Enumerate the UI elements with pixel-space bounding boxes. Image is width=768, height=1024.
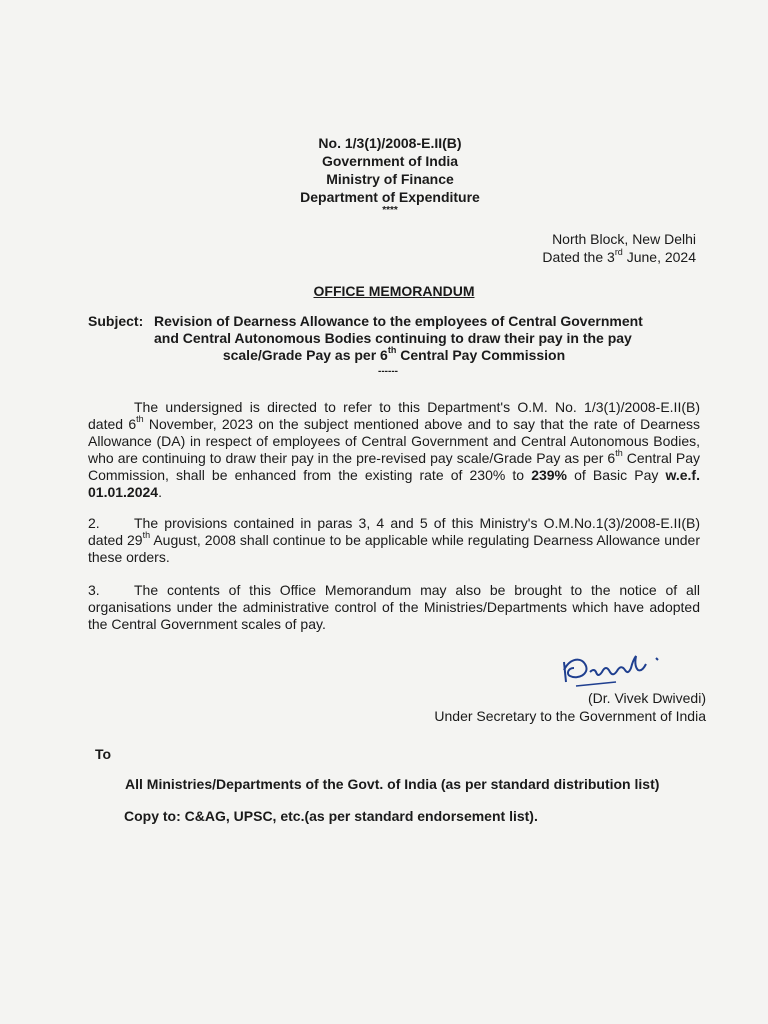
subject-line-2: and Central Autonomous Bodies continuing to draw their pay in the pay bbox=[154, 330, 632, 346]
om-number: No. 1/3(1)/2008-E.II(B) bbox=[318, 135, 462, 151]
signature-block bbox=[434, 689, 706, 725]
p2-number: 2. bbox=[88, 515, 100, 531]
p1-text-a: The undersigned is directed to refer to this Department's O.M. No. 1/3(1)/2008-E.II(B) dated 6 bbox=[88, 399, 700, 432]
place-date bbox=[542, 230, 696, 266]
subject-text bbox=[154, 313, 694, 364]
p3-number: 3. bbox=[88, 582, 100, 598]
p1-rate: 239% bbox=[531, 467, 568, 483]
p1-sup-2: th bbox=[615, 448, 623, 459]
to-label: To bbox=[95, 746, 112, 762]
signatory-name: (Dr. Vivek Dwivedi) bbox=[588, 690, 706, 706]
date-prefix: Dated the 3 bbox=[542, 249, 615, 265]
signatory-designation: Under Secretary to the Government of India bbox=[434, 708, 706, 724]
p2-sup: th bbox=[142, 530, 151, 541]
handwritten-signature bbox=[556, 648, 686, 692]
subject-dashes: ------ bbox=[378, 366, 398, 377]
department-name: Department of Expenditure bbox=[300, 189, 480, 205]
p2-text-a: The provisions contained in paras 3, 4 and 5 of this Ministry's O.M.No.1(3)/2008-E.II(B) dated 29 bbox=[88, 515, 700, 548]
subject-line-3-prefix: scale/Grade Pay as per 6 bbox=[222, 347, 388, 363]
subject-label: Subject: bbox=[88, 313, 144, 329]
copy-to: Copy to: C&AG, UPSC, etc.(as per standard endorsement list). bbox=[124, 808, 538, 824]
p1-wef: w.e.f. 01.01.2024 bbox=[88, 467, 700, 500]
p1-end: . bbox=[158, 484, 162, 500]
paragraph-3 bbox=[88, 582, 700, 633]
header-stars: **** bbox=[382, 205, 398, 216]
p1-text-b: November, 2023 on the subject mentioned above and to say that the rate of Dearness Allowance (DA) in respect of employees of Central Government and Central Autonomous Bodies, who are continuing to draw their pay in the pre-revised pay scale/Grade Pay as per 6 bbox=[88, 416, 700, 466]
date-sup: rd bbox=[614, 247, 623, 258]
p1-text-c: Central Pay Commission, shall be enhanced from the existing rate of 230% to bbox=[88, 450, 700, 483]
date-line bbox=[542, 248, 696, 266]
paragraph-2 bbox=[88, 515, 700, 566]
p2-text-b: August, 2008 shall continue to be applicable while regulating Dearness Allowance under these orders. bbox=[88, 532, 701, 565]
date-suffix: June, 2024 bbox=[622, 249, 696, 265]
p1-sup-1: th bbox=[136, 414, 144, 425]
p1-text-d: of Basic Pay bbox=[567, 467, 666, 483]
location: North Block, New Delhi bbox=[552, 231, 696, 247]
distribution-list: All Ministries/Departments of the Govt. of India (as per standard distribution list) bbox=[125, 776, 660, 792]
paragraph-1 bbox=[88, 399, 700, 501]
ministry-name: Ministry of Finance bbox=[326, 171, 454, 187]
subject-block bbox=[88, 313, 700, 364]
subject-line-1: Revision of Dearness Allowance to the employees of Central Government bbox=[154, 313, 643, 329]
govt-name: Government of India bbox=[321, 153, 459, 169]
letterhead bbox=[240, 134, 540, 216]
subject-line-3 bbox=[94, 347, 694, 364]
document-title: OFFICE MEMORANDUM bbox=[313, 283, 475, 299]
subject-line-3-sup: th bbox=[387, 345, 397, 356]
p3-text: The contents of this Office Memorandum may also be brought to the notice of all organisations under the administrative control of the Ministries/Departments which have adopted the Central Government scales of pay. bbox=[88, 582, 700, 632]
subject-line-3-suffix: Central Pay Commission bbox=[396, 347, 566, 363]
